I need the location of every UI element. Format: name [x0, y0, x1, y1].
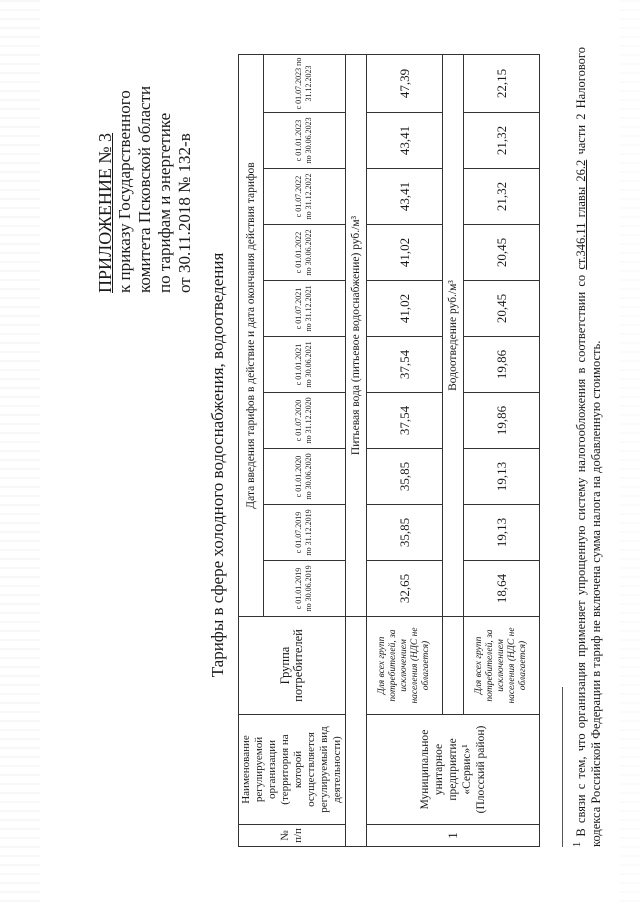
footnote	[570, 47, 604, 847]
header-number: № п/п	[239, 825, 346, 847]
period-header: с 01.01.2021 по 30.06.2021	[263, 337, 345, 393]
tariff-table	[238, 54, 540, 847]
organization-name: Муниципальное унитарное предприятие «Сервис»¹ (Плосский район)	[367, 715, 540, 825]
sewer-tariff-value: 19,13	[464, 505, 540, 561]
footnote-marker: 1	[572, 841, 583, 847]
period-header: с 01.07.2021 по 31.12.2021	[263, 281, 345, 337]
period-header: с 01.01.2023 по 30.06.2023	[263, 113, 345, 169]
sewer-tariff-value: 19,86	[464, 337, 540, 393]
appendix-line-1: к приказу Государственного	[115, 90, 134, 293]
section-sewer-spacer	[443, 617, 464, 715]
header-periods: Дата введения тарифов в действие и дата окончания действия тарифов	[239, 55, 264, 617]
water-tariff-value: 37,54	[367, 393, 443, 449]
appendix-line-4: от 30.11.2018 № 132-в	[175, 133, 194, 293]
footnote-law-reference: ст.346.11 главы 26.2	[574, 159, 589, 270]
section-water-spacer	[346, 617, 367, 847]
water-tariff-value: 35,85	[367, 449, 443, 505]
footnote-text-start: В связи с тем, что организация применяет упрощенную систему налогообложения в соответствии со	[574, 269, 589, 842]
sewer-tariff-value: 19,86	[464, 393, 540, 449]
section-water-label: Питьевая вода (питьевое водоснабжение) руб./м³	[346, 55, 367, 617]
footnote-text-end: части 2 Налогового кодекса Российской Федерации в тариф не включена сумма налога на добавленную стоимость.	[574, 47, 604, 847]
sewer-tariff-value: 20,45	[464, 281, 540, 337]
period-header: с 01.01.2022 по 30.06.2022	[263, 225, 345, 281]
water-tariff-value: 41,02	[367, 281, 443, 337]
sewer-tariff-value: 21,32	[464, 169, 540, 225]
period-header: с 01.07.2020 по 31.12.2020	[263, 393, 345, 449]
footnote-separator	[562, 687, 563, 847]
water-tariff-value: 43,41	[367, 113, 443, 169]
sewer-tariff-value: 18,64	[464, 561, 540, 617]
appendix-title: ПРИЛОЖЕНИЕ № 3	[95, 132, 115, 293]
water-tariff-value: 35,85	[367, 505, 443, 561]
header-organization: Наименование регулируемой организации (территория на которой осуществляется регулируемый вид деятельности)	[239, 715, 346, 825]
water-tariff-value: 41,02	[367, 225, 443, 281]
sewer-tariff-value: 22,15	[464, 55, 540, 113]
header-consumer-group: Группа потребителей	[239, 617, 346, 715]
sewer-tariff-value: 20,45	[464, 225, 540, 281]
consumer-group-sewer: Для всех групп потребителей, за исключением населения (НДС не облагается)	[464, 617, 540, 715]
appendix-line-2: комитета Псковской области	[135, 85, 154, 293]
section-sewer-label: Водоотведение руб./м³	[443, 55, 464, 617]
period-header: с 01.07.2019 по 31.12.2019	[263, 505, 345, 561]
appendix-block	[95, 23, 195, 293]
water-tariff-value: 47,39	[367, 55, 443, 113]
document-title: Тарифы в сфере холодного водоснабжения, водоотведения	[208, 252, 227, 678]
appendix-line-3: по тарифам и энергетике	[155, 112, 174, 293]
water-values-row	[367, 55, 443, 847]
period-header: с 01.07.2022 по 31.12.2022	[263, 169, 345, 225]
sewer-tariff-value: 21,32	[464, 113, 540, 169]
consumer-group-water: Для всех групп потребителей, за исключением населения (НДС не облагается)	[367, 617, 443, 715]
water-tariff-value: 32,65	[367, 561, 443, 617]
sewer-tariff-value: 19,13	[464, 449, 540, 505]
period-header: с 01.01.2019 по 30.06.2019	[263, 561, 345, 617]
row-number: 1	[367, 825, 540, 847]
water-tariff-value: 43,41	[367, 169, 443, 225]
water-tariff-value: 37,54	[367, 337, 443, 393]
period-header: с 01.07.2023 по 31.12.2023	[263, 55, 345, 113]
period-header: с 01.01.2020 по 30.06.2020	[263, 449, 345, 505]
